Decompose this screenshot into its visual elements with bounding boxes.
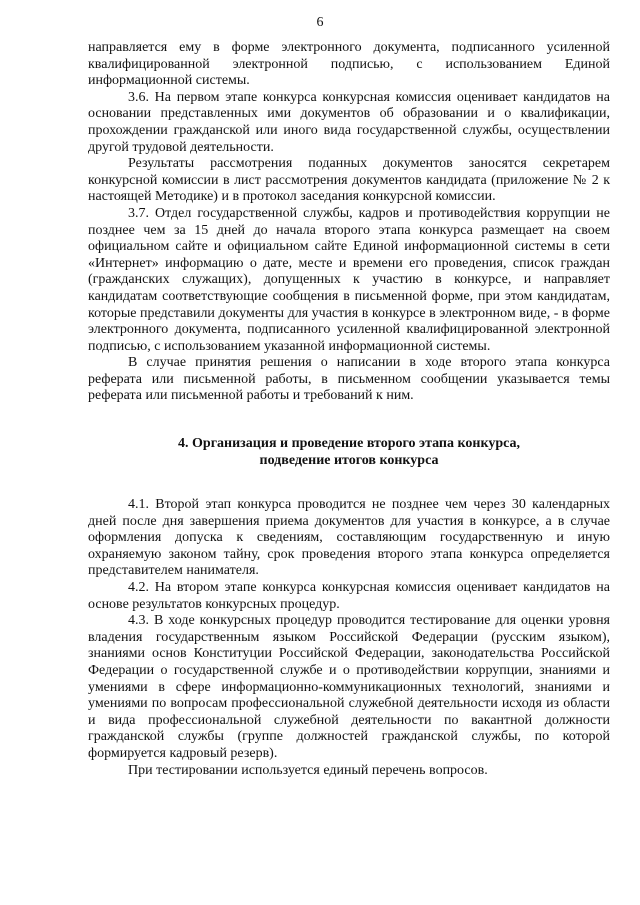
section-heading-line1: 4. Организация и проведение второго этапа конкурса,: [178, 436, 520, 452]
paragraph-essay-decision: В случае принятия решения о написании в ходе второго этапа конкурса реферата или письменной работы, в письменном сообщении указывается темы реферата или письменной работы и требований к ним.: [88, 355, 610, 404]
paragraph-4-3: 4.3. В ходе конкурсных процедур проводится тестирование для оценки уровня владения государственным языком Российской Федерации (русским языком), знаниями основ Конституции Российской Федерации, законодательства Российской Федерации о государственной службе и о противодействии коррупции, знаниями и умениями в сфере информационно-коммуникационных технологий, знаниями и умениями по вопросам профессиональной служебной деятельности исходя из области и вида профессиональной служебной деятельности по вакантной должности гражданской службы (группе должностей гражданской службы, по которой формируется кадровый резерв).: [88, 613, 610, 761]
document-body: [88, 40, 610, 779]
page-number: 6: [316, 15, 324, 30]
paragraph-testing: При тестировании используется единый перечень вопросов.: [128, 762, 488, 778]
section-heading-line2: подведение итогов конкурса: [259, 453, 439, 469]
paragraph-4-2: 4.2. На втором этапе конкурса конкурсная комиссия оценивает кандидатов на основе результатов конкурсных процедур.: [88, 580, 610, 612]
paragraph-3-7: 3.7. Отдел государственной службы, кадров и противодействия коррупции не позднее чем за 15 дней до начала второго этапа конкурса размещает на своем официальном сайте и официальном сайте Единой информационной системы в сети «Интернет» информацию о дате, месте и времени его проведения, список граждан (гражданских служащих), допущенных к участию в конкурсе, и направляет кандидатам соответствующие сообщения в письменной форме, при этом кандидатам, которые представили документы для участия в конкурсе в электронном виде, - в форме электронного документа, подписанного усиленной квалифицированной электронной подписью, с использованием указанной информационной системы.: [88, 205, 610, 354]
paragraph-continuation: направляется ему в форме электронного документа, подписанного усиленной квалифицированной электронной подписью, с использованием Единой информационной системы.: [88, 40, 610, 89]
paragraph-4-1: 4.1. Второй этап конкурса проводится не позднее чем через 30 календарных дней после дня завершения приема документов для участия в конкурсе, а в случае оформления допуска к сведениям, составляющим государственную и иную охраняемую законом тайну, срок проведения второго этапа конкурса определяется представителем нанимателя.: [88, 497, 610, 579]
paragraph-results: Результаты рассмотрения поданных документов заносятся секретарем конкурсной комиссии в лист рассмотрения документов кандидата (приложение № 2 к настоящей Методике) и в протокол заседания конкурсной комиссии.: [88, 156, 610, 205]
section-heading: [88, 435, 610, 469]
paragraph-3-6: 3.6. На первом этапе конкурса конкурсная комиссия оценивает кандидатов на основании представленных ими документов об образовании и о квалификации, прохождении гражданской или иного вида государственной службы, осуществлении другой трудовой деятельности.: [88, 89, 610, 155]
